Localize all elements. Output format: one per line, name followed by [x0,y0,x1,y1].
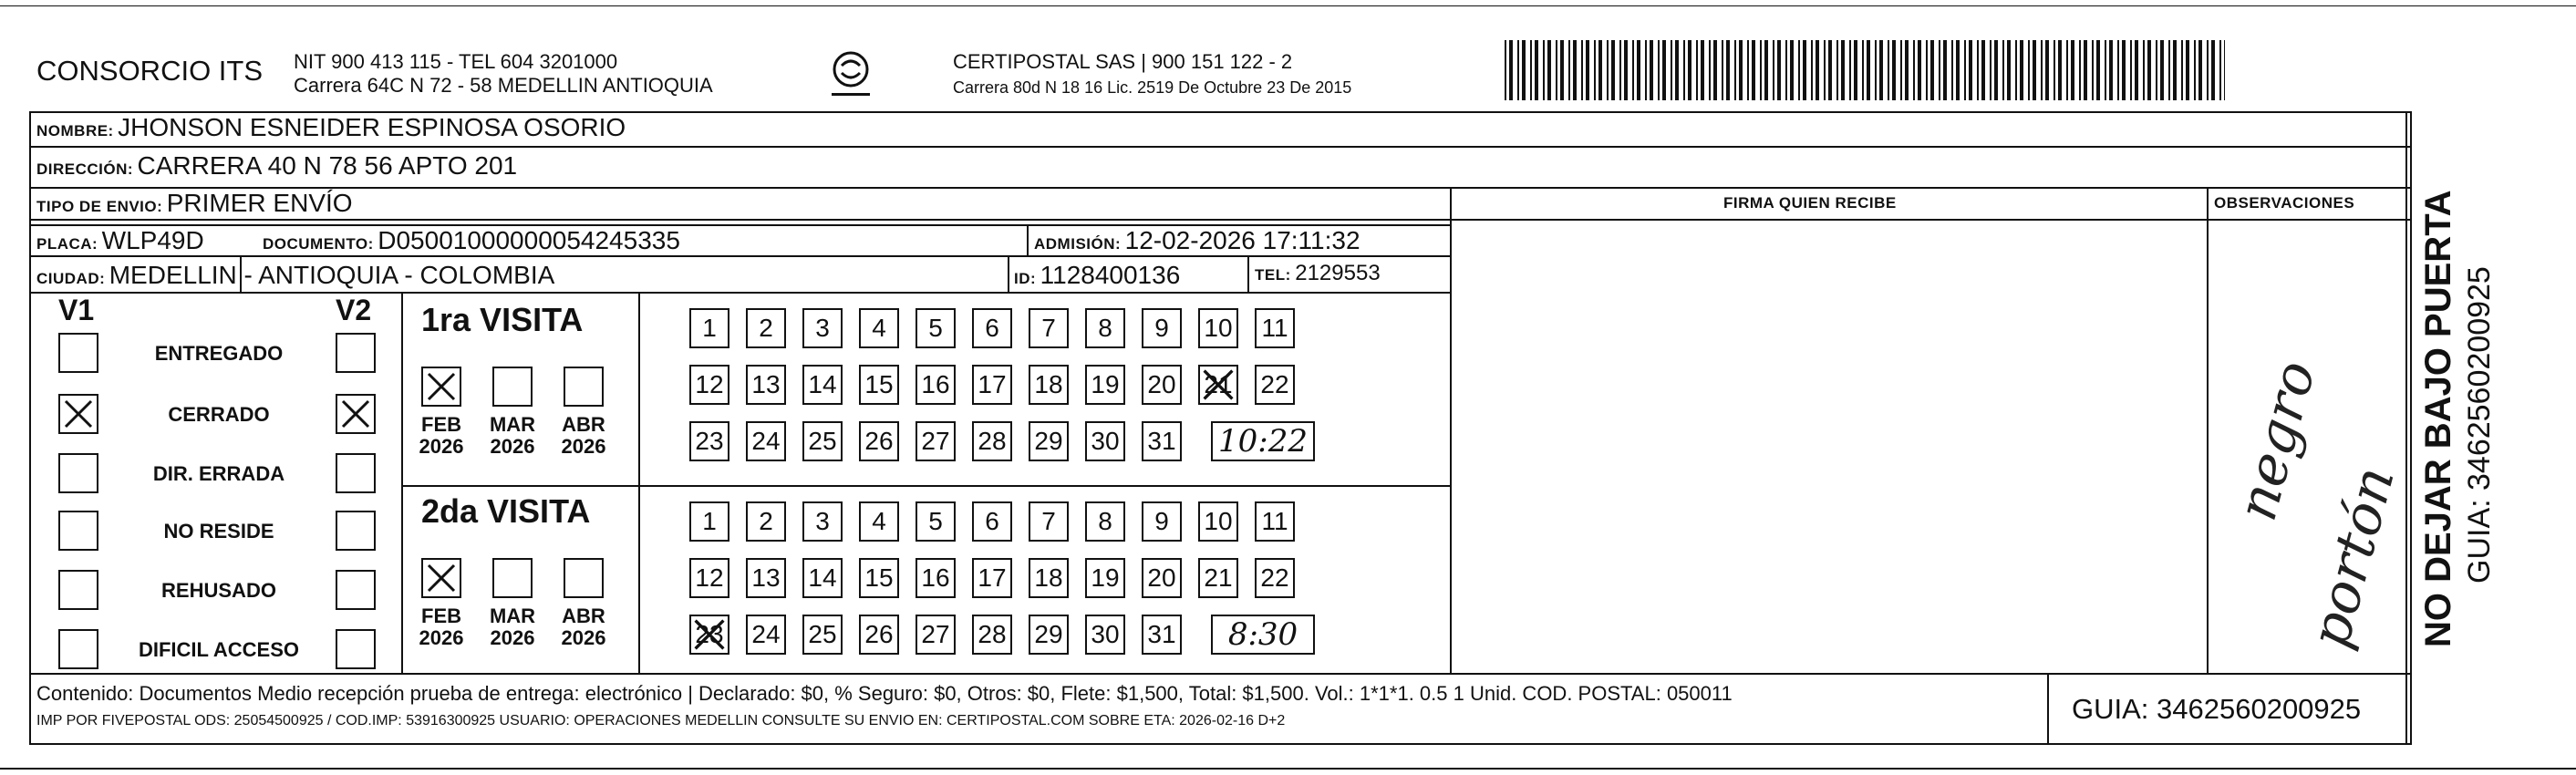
admision-value: 12-02-2026 17:11:32 [1124,226,1360,254]
footer-guia: GUIA: 3462560200925 [2072,693,2362,725]
barcode-bar [1956,40,1960,100]
day-cell[interactable]: 14 [802,558,843,598]
company-line-2: Carrera 64C N 72 - 58 MEDELLIN ANTIOQUIA [294,74,713,97]
day-cell[interactable]: 9 [1142,308,1182,348]
placa-field [36,226,204,255]
status-label: ENTREGADO [154,342,284,365]
barcode-bar [1573,40,1577,100]
barcode-bar [1879,40,1883,100]
day-cell[interactable]: 24 [746,615,786,655]
day-cell[interactable]: 17 [972,365,1012,405]
day-cell[interactable]: 2 [746,308,786,348]
barcode-bar [1739,40,1743,100]
day-cell[interactable]: 24 [746,421,786,461]
v1-header: V1 [58,294,95,326]
day-cell[interactable]: 14 [802,365,843,405]
barcode-bar [1798,40,1800,100]
day-cell[interactable]: 16 [916,365,956,405]
barcode-bar [1905,40,1909,100]
nombre-value: JHONSON ESNEIDER ESPINOSA OSORIO [118,113,626,141]
barcode-bar [1607,40,1609,100]
col-line [1008,255,1009,292]
barcode-bar [1752,40,1755,100]
barcode-bar [1726,40,1730,100]
day-cell[interactable]: 10 [1198,308,1238,348]
day-cell[interactable]: 18 [1029,365,1069,405]
day-cell[interactable]: 5 [916,308,956,348]
barcode-bar [1900,40,1902,100]
imp-text: IMP POR FIVEPOSTAL ODS: 25054500925 / COD.IMP: 53916300925 USUARIO: OPERACIONES MEDELLIN CONSULTE SU ENVIO EN: CERTIPOSTAL.COM SOBRE ETA: 2026-02-16 D+2 [36,713,1286,728]
barcode-bar [1505,40,1506,100]
barcode-bar [1598,40,1602,100]
barcode-bar [1981,40,1985,100]
day-cell[interactable]: 13 [746,558,786,598]
month-checkbox[interactable] [564,367,604,407]
barcode-bar [2194,40,2196,100]
day-cell[interactable]: 18 [1029,558,1069,598]
day-cell[interactable]: 21 [1198,365,1238,405]
tipo-envio-label: TIPO DE ENVIO: [36,198,163,215]
barcode-bar [1951,40,1953,100]
day-cell[interactable]: 17 [972,558,1012,598]
barcode-bar [2181,40,2183,100]
day-cell[interactable]: 5 [916,501,956,542]
col-line [2047,673,2049,745]
day-cell[interactable]: 12 [689,558,729,598]
row-line [29,292,1450,294]
month-label: ABR [562,604,605,627]
day-cell[interactable]: 20 [1142,558,1182,598]
placa-value: WLP49D [101,226,204,254]
placa-label: PLACA: [36,235,98,253]
day-cell[interactable]: 30 [1085,421,1125,461]
month-label: MAR [489,413,536,436]
day-cell[interactable]: 31 [1142,615,1182,655]
barcode-bar [1624,40,1628,100]
v1-checkbox[interactable] [58,629,98,669]
barcode-bar [2186,40,2189,100]
day-cell[interactable]: 4 [859,308,899,348]
day-cell[interactable]: 1 [689,501,729,542]
observaciones-header: OBSERVACIONES [2214,194,2355,212]
barcode-bar [2219,40,2221,100]
tel-label: TEL: [1255,266,1291,284]
day-cell[interactable]: 3 [802,501,843,542]
v2-checkbox[interactable] [336,394,376,434]
day-cell[interactable]: 30 [1085,615,1125,655]
barcode-bar [2066,40,2068,100]
status-label: REHUSADO [161,579,276,602]
tipo-envio-value: PRIMER ENVÍO [166,189,353,217]
documento-field [263,226,680,255]
barcode-bar [1888,40,1889,100]
day-cell[interactable]: 22 [1255,365,1295,405]
documento-value: D05001000000054245335 [378,226,680,254]
year-label: 2026 [561,435,606,458]
day-cell[interactable]: 16 [916,558,956,598]
side-warning: NO DEJAR BAJO PUERTA [2418,190,2458,647]
barcode-bar [1586,40,1589,100]
year-label: 2026 [490,626,535,649]
barcode-bar [2147,40,2151,100]
barcode-bar [1611,40,1615,100]
barcode-bar [1803,40,1806,100]
month-label: FEB [421,413,461,436]
day-cell[interactable]: 28 [972,615,1012,655]
month-label: ABR [562,413,605,436]
barcode-bar [2173,40,2177,100]
barcode-bar [1650,40,1653,100]
col-line [401,292,403,673]
barcode-bar [2122,40,2126,100]
barcode-bar [2092,40,2094,100]
barcode-bar [1734,40,1736,100]
barcode-bar [1892,40,1896,100]
barcode-bar [1722,40,1723,100]
barcode-bar [1632,40,1634,100]
day-cell[interactable]: 22 [1255,558,1295,598]
barcode-bar [1764,40,1768,100]
barcode-bar [1785,40,1787,100]
visit1-title: 1ra VISITA [421,301,584,338]
day-cell[interactable]: 1 [689,308,729,348]
status-label: DIFICIL ACCESO [138,638,299,661]
barcode-bar [2211,40,2215,100]
barcode-bar [1816,40,1819,100]
day-cell[interactable]: 12 [689,365,729,405]
barcode-bar [1688,40,1691,100]
barcode-bar [1547,40,1551,100]
day-cell[interactable]: 29 [1029,615,1069,655]
col-line [1450,187,1452,673]
admision-label: ADMISIÓN: [1034,235,1122,253]
day-cell[interactable]: 6 [972,308,1012,348]
v2-checkbox[interactable] [336,629,376,669]
barcode-bar [1990,40,1991,100]
visit-time: 8:30 [1211,615,1315,655]
contenido-text: Contenido: Documentos Medio recepción prueba de entrega: electrónico | Declarado: $0, % Seguro: $0, Otros: $0, Flete: $1,500, Total: $1,500. Vol.: 1*1*1. 0.5 1 Unid. COD. POSTAL: 050011 [36,682,1733,705]
status-label: NO RESIDE [163,520,274,542]
nombre-row [36,113,626,142]
month-checkbox[interactable] [421,367,461,407]
barcode-bar [2224,40,2225,100]
ciudad-value: MEDELLIN - ANTIOQUIA - COLOMBIA [109,261,555,289]
row-line [29,187,2412,189]
month-label: MAR [489,604,536,627]
day-cell[interactable]: 23 [689,421,729,461]
barcode-bar [1556,40,1557,100]
barcode-bar [1836,40,1838,100]
barcode-bar [2079,40,2081,100]
day-cell[interactable]: 13 [746,365,786,405]
barcode-bar [1841,40,1845,100]
barcode-bar [1777,40,1781,100]
col-line [1247,255,1249,292]
day-cell[interactable]: 8 [1085,501,1125,542]
barcode-bar [1671,40,1672,100]
v2-checkbox[interactable] [336,511,376,551]
day-cell[interactable]: 25 [802,615,843,655]
row-line [401,485,1450,487]
barcode-bar [1939,40,1940,100]
visit2-title: 2da VISITA [421,492,591,530]
day-cell[interactable]: 4 [859,501,899,542]
direccion-value: CARRERA 40 N 78 56 APTO 201 [137,151,518,180]
barcode-bar [1849,40,1851,100]
barcode-bar [1994,40,1998,100]
barcode-bar [1568,40,1570,100]
barcode-bar [1875,40,1877,100]
direccion-row [36,151,517,181]
barcode-bar [2084,40,2087,100]
row-line [29,146,2412,148]
barcode-bar [1675,40,1679,100]
barcode-bar [2130,40,2132,100]
barcode-bar [1713,40,1717,100]
barcode-bar [1517,40,1519,100]
year-label: 2026 [419,626,464,649]
day-cell[interactable]: 31 [1142,421,1182,461]
day-cell[interactable]: 11 [1255,308,1295,348]
col-line [638,292,640,673]
barcode-bar [1913,40,1915,100]
day-cell[interactable]: 27 [916,615,956,655]
day-cell[interactable]: 19 [1085,558,1125,598]
nombre-label: NOMBRE: [36,122,114,140]
v1-checkbox[interactable] [58,511,98,551]
barcode-bar [1943,40,1947,100]
barcode-graphic [1505,40,2225,100]
barcode-bar [2109,40,2113,100]
row-line [29,673,2412,675]
barcode-bar [1645,40,1647,100]
barcode-bar [2015,40,2017,100]
v1-checkbox[interactable] [58,570,98,610]
day-cell[interactable]: 7 [1029,308,1069,348]
day-cell[interactable]: 7 [1029,501,1069,542]
v2-header: V2 [336,294,372,326]
tipo-envio-row [36,189,353,218]
v2-checkbox[interactable] [336,453,376,493]
direccion-label: DIRECCIÓN: [36,160,134,178]
barcode-bar [2168,40,2170,100]
barcode-bar [1701,40,1704,100]
col-line [1027,224,1029,255]
barcode-bar [2135,40,2138,100]
barcode-bar [1969,40,1972,100]
barcode-bar [1560,40,1564,100]
visit-time: 10:22 [1211,421,1315,461]
day-cell[interactable]: 23 [689,615,729,655]
barcode-bar [1964,40,1966,100]
id-field [1014,261,1180,290]
barcode [1505,40,2225,100]
barcode-bar [1747,40,1749,100]
ciudad-label: CIUDAD: [36,270,106,287]
id-value: 1128400136 [1040,261,1181,289]
barcode-bar [1854,40,1857,100]
barcode-bar [2058,40,2062,100]
barcode-bar [1581,40,1583,100]
tel-field [1255,261,1381,286]
v2-checkbox[interactable] [336,570,376,610]
barcode-bar [1658,40,1660,100]
barcode-bar [2156,40,2157,100]
barcode-bar [2054,40,2055,100]
month-label: FEB [421,604,461,627]
col-line [2207,187,2209,673]
day-cell[interactable]: 21 [1198,558,1238,598]
certipostal-logo [819,46,883,109]
month-checkbox[interactable] [421,558,461,598]
documento-label: DOCUMENTO: [263,235,374,253]
status-label: DIR. ERRADA [152,462,285,485]
day-cell[interactable]: 3 [802,308,843,348]
id-label: ID: [1014,270,1037,287]
row-line [0,768,2576,770]
barcode-bar [2002,40,2004,100]
year-label: 2026 [419,435,464,458]
year-label: 2026 [490,435,535,458]
barcode-bar [2207,40,2209,100]
day-cell[interactable]: 27 [916,421,956,461]
barcode-bar [2045,40,2049,100]
day-cell[interactable]: 6 [972,501,1012,542]
year-label: 2026 [561,626,606,649]
v2-checkbox[interactable] [336,333,376,373]
observacion-handwriting-2: portón [2298,460,2407,656]
barcode-bar [1709,40,1711,100]
barcode-bar [1683,40,1685,100]
row-line [29,219,2412,221]
barcode-bar [2117,40,2119,100]
month-checkbox[interactable] [492,558,533,598]
barcode-bar [2020,40,2023,100]
company-name: CONSORCIO ITS [36,55,264,87]
barcode-bar [1862,40,1864,100]
barcode-bar [1662,40,1666,100]
row-line [0,5,2576,6]
carrier-line-2: Carrera 80d N 18 16 Lic. 2519 De Octubre 23 De 2015 [953,78,1352,97]
barcode-bar [2105,40,2106,100]
barcode-bar [2007,40,2011,100]
barcode-bar [2033,40,2036,100]
side-guia: GUIA: 3462560200925 [2462,266,2497,584]
certipostal-logo-icon [819,46,883,109]
barcode-bar [2198,40,2202,100]
day-cell[interactable]: 26 [859,421,899,461]
barcode-bar [1760,40,1762,100]
barcode-bar [1811,40,1813,100]
barcode-bar [1509,40,1513,100]
barcode-bar [2160,40,2164,100]
tel-value: 2129553 [1295,261,1381,285]
day-cell[interactable]: 26 [859,615,899,655]
barcode-bar [2096,40,2100,100]
status-label: CERRADO [168,403,270,426]
month-checkbox[interactable] [492,367,533,407]
month-checkbox[interactable] [564,558,604,598]
carrier-line-1: CERTIPOSTAL SAS | 900 151 122 - 2 [953,50,1293,73]
row-line [29,255,1450,257]
barcode-bar [1824,40,1826,100]
barcode-bar [1918,40,1921,100]
v1-checkbox[interactable] [58,394,98,434]
day-cell[interactable]: 11 [1255,501,1295,542]
barcode-bar [2071,40,2074,100]
day-cell[interactable]: 9 [1142,501,1182,542]
v1-checkbox[interactable] [58,453,98,493]
day-cell[interactable]: 2 [746,501,786,542]
barcode-bar [1522,40,1526,100]
day-cell[interactable]: 20 [1142,365,1182,405]
firma-header: FIRMA QUIEN RECIBE [1723,194,1897,212]
day-cell[interactable]: 19 [1085,365,1125,405]
day-cell[interactable]: 25 [802,421,843,461]
day-cell[interactable]: 15 [859,365,899,405]
barcode-bar [2143,40,2145,100]
barcode-bar [1543,40,1545,100]
barcode-bar [1828,40,1832,100]
barcode-bar [1535,40,1538,100]
barcode-bar [2041,40,2043,100]
v1-checkbox[interactable] [58,333,98,373]
barcode-bar [1867,40,1870,100]
barcode-bar [1926,40,1928,100]
barcode-bar [1790,40,1794,100]
day-cell[interactable]: 29 [1029,421,1069,461]
day-cell[interactable]: 10 [1198,501,1238,542]
observacion-handwriting-1: negro [2225,354,2329,528]
barcode-bar [1930,40,1934,100]
ciudad-field [36,261,554,290]
day-cell[interactable]: 28 [972,421,1012,461]
admision-field [1034,226,1360,255]
day-cell[interactable]: 8 [1085,308,1125,348]
day-cell[interactable]: 15 [859,558,899,598]
barcode-bar [1619,40,1621,100]
barcode-bar [1773,40,1774,100]
barcode-bar [1696,40,1698,100]
barcode-bar [1977,40,1979,100]
barcode-bar [2028,40,2030,100]
company-line-1: NIT 900 413 115 - TEL 604 3201000 [294,50,618,73]
barcode-bar [1594,40,1596,100]
barcode-bar [1637,40,1640,100]
barcode-bar [1530,40,1532,100]
